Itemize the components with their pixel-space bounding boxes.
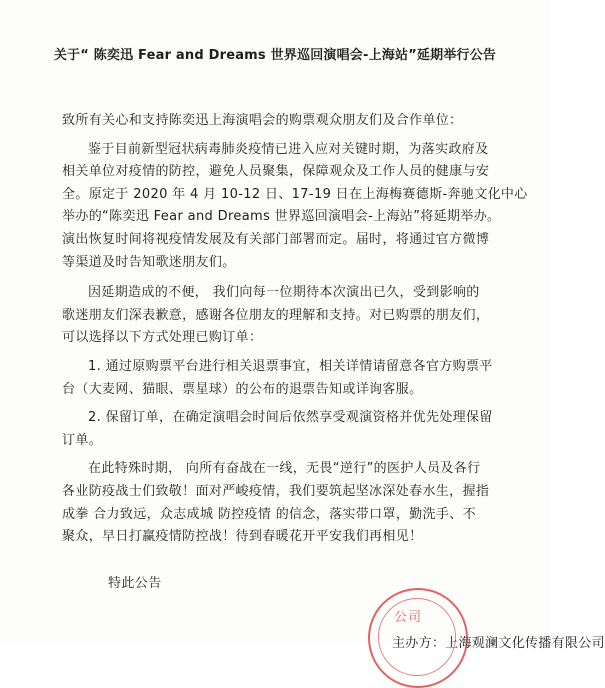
paragraph-line: 聚众，早日打赢疫情防控战！待到春暖花开平安我们再相见！ [62, 529, 423, 545]
paragraph-line: 成拳 合力致远，众志成城 防控疫情 的信念，落实带口罩，勤洗手、不 [62, 506, 476, 522]
paragraph-line: 在此特殊时期， 向所有奋战在一线，无畏“逆行”的医护人员及各行 [88, 461, 481, 477]
paragraph-line: 演出恢复时间将视疫情发展及有关部门部署而定。届时，将通过官方微博 [62, 231, 490, 247]
paragraph-line: 因延期造成的不便， 我们向每一位期待本次演出已久，受到影响的 [88, 285, 480, 301]
paragraph-line: 可以选择以下方式处理已购订单： [62, 330, 263, 346]
seal-text: 公司 [394, 610, 423, 625]
paragraph-line: 等渠道及时告知歌迷朋友们。 [62, 254, 236, 270]
option-line: 2. 保留订单，在确定演唱会时间后依然享受观演资格并优先处理保留 [88, 410, 493, 426]
paragraph-line: 相关单位对疫情的防控，避免人员聚集，保障观众及工作人员的健康与安 [62, 164, 490, 180]
paragraph-line: 歌迷朋友们深表歉意，感谢各位朋友的理解和支持。对已购票的朋友们， [62, 307, 490, 323]
paragraph-line: 全。原定于 2020 年 4 月 10-12 日、17-19 日在上海梅赛德斯-奔驰文化中心 [62, 186, 528, 202]
option-line: 1. 通过原购票平台进行相关退票事宜，相关详情请留意各官方购票平 [88, 358, 493, 374]
organizer-line: 主办方：上海观澜文化传播有限公司 [392, 636, 605, 651]
paragraph-line: 鉴于目前新型冠状病毒肺炎疫情已进入应对关键时期，为落实政府及 [88, 141, 489, 157]
closing-line: 特此公告 [108, 576, 162, 591]
salutation: 致所有关心和支持陈奕迅上海演唱会的购票观众朋友们及合作单位： [62, 113, 463, 128]
option-line: 台（大麦网、猫眼、票星球）的公布的退票告知或详询客服。 [62, 381, 423, 397]
document-title: 关于“ 陈奕迅 Fear and Dreams 世界巡回演唱会-上海站”延期举行公告 [53, 48, 497, 63]
paragraph-line: 举办的“陈奕迅 Fear and Dreams 世界巡回演唱会-上海站”将延期举办。 [62, 209, 501, 225]
paragraph-line: 各业防疫战士们致敬！面对严峻疫情，我们要筑起坚冰深处春水生，握指 [62, 483, 490, 499]
document-body [62, 110, 528, 549]
option-line: 订单。 [62, 432, 103, 448]
